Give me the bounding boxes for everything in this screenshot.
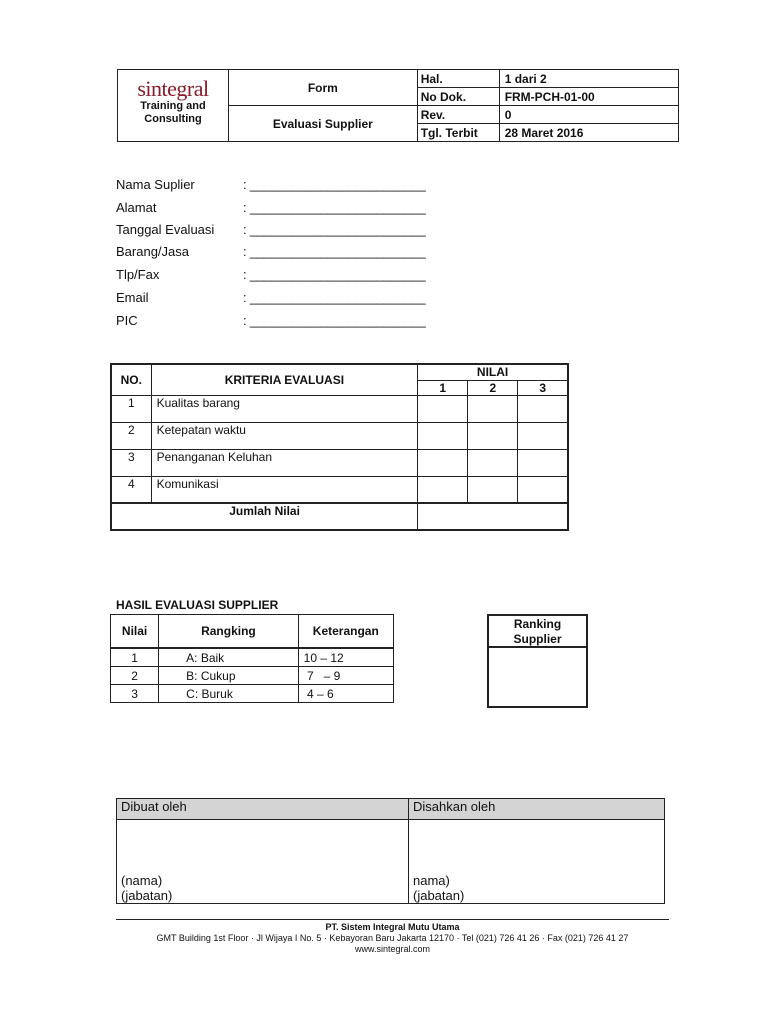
- score-header: 3: [518, 380, 568, 395]
- result-section-title: HASIL EVALUASI SUPPLIER: [116, 598, 279, 612]
- signer-title: (jabatan): [121, 888, 173, 903]
- score-cell[interactable]: [418, 395, 468, 422]
- table-row: [111, 395, 568, 422]
- logo-wordmark: sintegral: [137, 76, 209, 101]
- meta-value: 28 Maret 2016: [499, 124, 678, 142]
- footer-website[interactable]: www.sintegral.com: [354, 944, 431, 954]
- field-blank[interactable]: : _________________________: [243, 222, 426, 237]
- row-criteria: Ketepatan waktu: [151, 422, 418, 449]
- result-rank: C: Buruk: [159, 685, 298, 703]
- score-cell[interactable]: [518, 422, 568, 449]
- result-table: [110, 614, 394, 703]
- table-row: [111, 667, 394, 685]
- score-cell[interactable]: [518, 476, 568, 503]
- score-cell[interactable]: [468, 395, 518, 422]
- signature-area-left[interactable]: [117, 820, 409, 904]
- result-ket: 4 – 6: [298, 685, 393, 703]
- meta-value: FRM-PCH-01-00: [499, 88, 678, 106]
- col-header-no: NO.: [111, 364, 151, 395]
- table-row: [111, 685, 394, 703]
- signer-name: (nama): [121, 873, 163, 888]
- field-blank[interactable]: : _________________________: [243, 267, 426, 282]
- field-blank[interactable]: : _________________________: [243, 200, 426, 215]
- score-cell[interactable]: [518, 449, 568, 476]
- logo-subtitle-1: Training and: [140, 100, 206, 112]
- field-blank[interactable]: : _________________________: [243, 177, 426, 192]
- field-label: Tlp/Fax: [116, 267, 160, 282]
- row-no: 4: [111, 476, 151, 503]
- score-cell[interactable]: [418, 449, 468, 476]
- signature-header-left: Dibuat oleh: [117, 799, 409, 820]
- result-rank: A: Baik: [159, 648, 298, 667]
- score-cell[interactable]: [518, 395, 568, 422]
- meta-value: 1 dari 2: [499, 70, 678, 88]
- table-row: [111, 648, 394, 667]
- footer-address: GMT Building 1st Floor · Jl Wijaya I No. 5 · Kebayoran Baru Jakarta 12170 · Tel (021) 726 41 26 · Fax (021) 726 41 27: [156, 933, 629, 943]
- ranking-header-line2: Supplier: [513, 632, 562, 646]
- score-cell[interactable]: [468, 422, 518, 449]
- row-criteria: Kualitas barang: [151, 395, 418, 422]
- approver-name: nama): [413, 873, 450, 888]
- total-value-cell[interactable]: [418, 503, 568, 530]
- approver-title: (jabatan): [413, 888, 465, 903]
- field-label: Alamat: [116, 200, 157, 215]
- result-nilai: 3: [111, 685, 159, 703]
- logo-subtitle-2: Consulting: [144, 113, 202, 125]
- row-criteria: Komunikasi: [151, 476, 418, 503]
- col-header-nilai: Nilai: [111, 615, 159, 649]
- table-row: [111, 476, 568, 503]
- field-label: Email: [116, 290, 149, 305]
- field-blank[interactable]: : _________________________: [243, 313, 426, 328]
- field-blank[interactable]: : _________________________: [243, 244, 426, 259]
- score-cell[interactable]: [468, 449, 518, 476]
- score-cell[interactable]: [418, 422, 468, 449]
- ranking-value-area[interactable]: [489, 648, 586, 704]
- row-no: 1: [111, 395, 151, 422]
- ranking-header-line1: Ranking: [513, 617, 562, 631]
- form-title: Evaluasi Supplier: [229, 106, 418, 142]
- col-header-nilai: NILAI: [418, 364, 568, 380]
- meta-key: Hal.: [417, 70, 499, 88]
- field-label: PIC: [116, 313, 138, 328]
- form-label: Form: [229, 70, 418, 106]
- row-criteria: Penanganan Keluhan: [151, 449, 418, 476]
- result-nilai: 2: [111, 667, 159, 685]
- score-header: 1: [418, 380, 468, 395]
- meta-key: Rev.: [417, 106, 499, 124]
- signature-table: [116, 798, 665, 904]
- col-header-keterangan: Keterangan: [298, 615, 393, 649]
- ranking-header: [489, 616, 586, 648]
- footer-company: PT. Sistem Integral Mutu Utama: [325, 922, 460, 932]
- col-header-criteria: KRITERIA EVALUASI: [151, 364, 418, 395]
- criteria-table: [110, 363, 569, 531]
- score-cell[interactable]: [468, 476, 518, 503]
- field-label: Tanggal Evaluasi: [116, 222, 215, 237]
- meta-key: No Dok.: [417, 88, 499, 106]
- meta-value: 0: [499, 106, 678, 124]
- footer-divider: [116, 919, 669, 920]
- result-ket: 7 – 9: [298, 667, 393, 685]
- document-header: [117, 69, 679, 142]
- row-no: 3: [111, 449, 151, 476]
- result-rank: B: Cukup: [159, 667, 298, 685]
- field-label: Barang/Jasa: [116, 244, 189, 259]
- score-header: 2: [468, 380, 518, 395]
- table-row: [111, 422, 568, 449]
- score-cell[interactable]: [418, 476, 468, 503]
- field-blank[interactable]: : _________________________: [243, 290, 426, 305]
- result-nilai: 1: [111, 648, 159, 667]
- meta-key: Tgl. Terbit: [417, 124, 499, 142]
- signature-area-right[interactable]: [409, 820, 665, 904]
- col-header-rangking: Rangking: [159, 615, 298, 649]
- table-row: [111, 449, 568, 476]
- row-no: 2: [111, 422, 151, 449]
- ranking-supplier-box: [487, 614, 588, 708]
- company-logo: [118, 70, 229, 142]
- signature-header-right: Disahkan oleh: [409, 799, 665, 820]
- total-label: Jumlah Nilai: [111, 503, 418, 530]
- field-label: Nama Suplier: [116, 177, 195, 192]
- result-ket: 10 – 12: [298, 648, 393, 667]
